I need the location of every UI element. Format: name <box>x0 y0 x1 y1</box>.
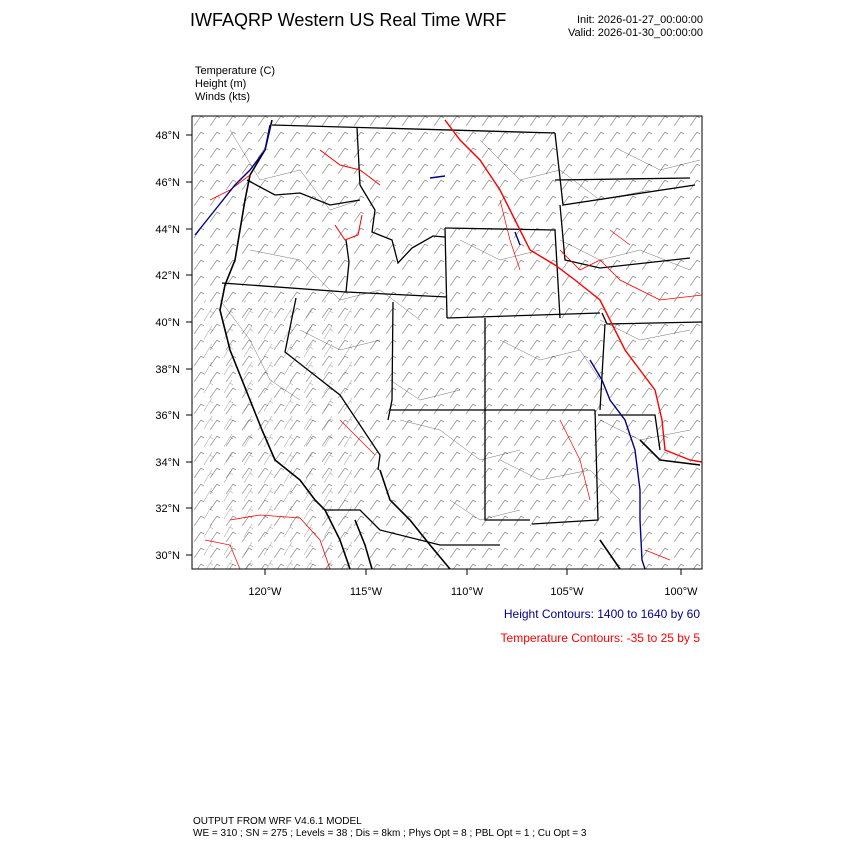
longitude-labels <box>248 586 698 598</box>
temperature-contour-legend: Temperature Contours: -35 to 25 by 5 <box>500 631 700 645</box>
lat-label: 30°N <box>155 550 180 562</box>
lat-label: 32°N <box>155 503 180 515</box>
lat-label: 44°N <box>155 224 180 236</box>
lat-label: 36°N <box>155 410 180 422</box>
valid-time: Valid: 2026-01-30_00:00:00 <box>568 27 703 39</box>
map-area <box>192 116 702 569</box>
lat-label: 48°N <box>155 130 180 142</box>
model-version: OUTPUT FROM WRF V4.6.1 MODEL <box>193 816 362 827</box>
lat-label: 40°N <box>155 317 180 329</box>
lon-label: 110°W <box>450 586 484 598</box>
lon-label: 120°W <box>248 586 282 598</box>
longitude-axis <box>265 569 681 575</box>
model-info <box>193 816 586 840</box>
lon-label: 105°W <box>550 586 584 598</box>
init-time: Init: 2026-01-27_00:00:00 <box>577 14 703 26</box>
latitude-axis <box>186 135 192 555</box>
lat-label: 42°N <box>155 270 180 282</box>
field-winds: Winds (kts) <box>195 91 250 103</box>
model-config: WE = 310 ; SN = 275 ; Levels = 38 ; Dis = 8km ; Phys Opt = 8 ; PBL Opt = 1 ; Cu Opt = 3 <box>193 828 587 839</box>
lat-label: 34°N <box>155 457 180 469</box>
lon-label: 100°W <box>664 586 698 598</box>
lat-label: 38°N <box>155 364 180 376</box>
field-temperature: Temperature (C) <box>195 65 276 77</box>
lat-label: 46°N <box>155 177 180 189</box>
map-title: IWFAQRP Western US Real Time WRF <box>190 10 507 30</box>
field-height: Height (m) <box>195 78 247 90</box>
height-contour-legend: Height Contours: 1400 to 1640 by 60 <box>503 607 700 621</box>
lon-label: 115°W <box>349 586 383 598</box>
latitude-labels <box>155 130 180 562</box>
